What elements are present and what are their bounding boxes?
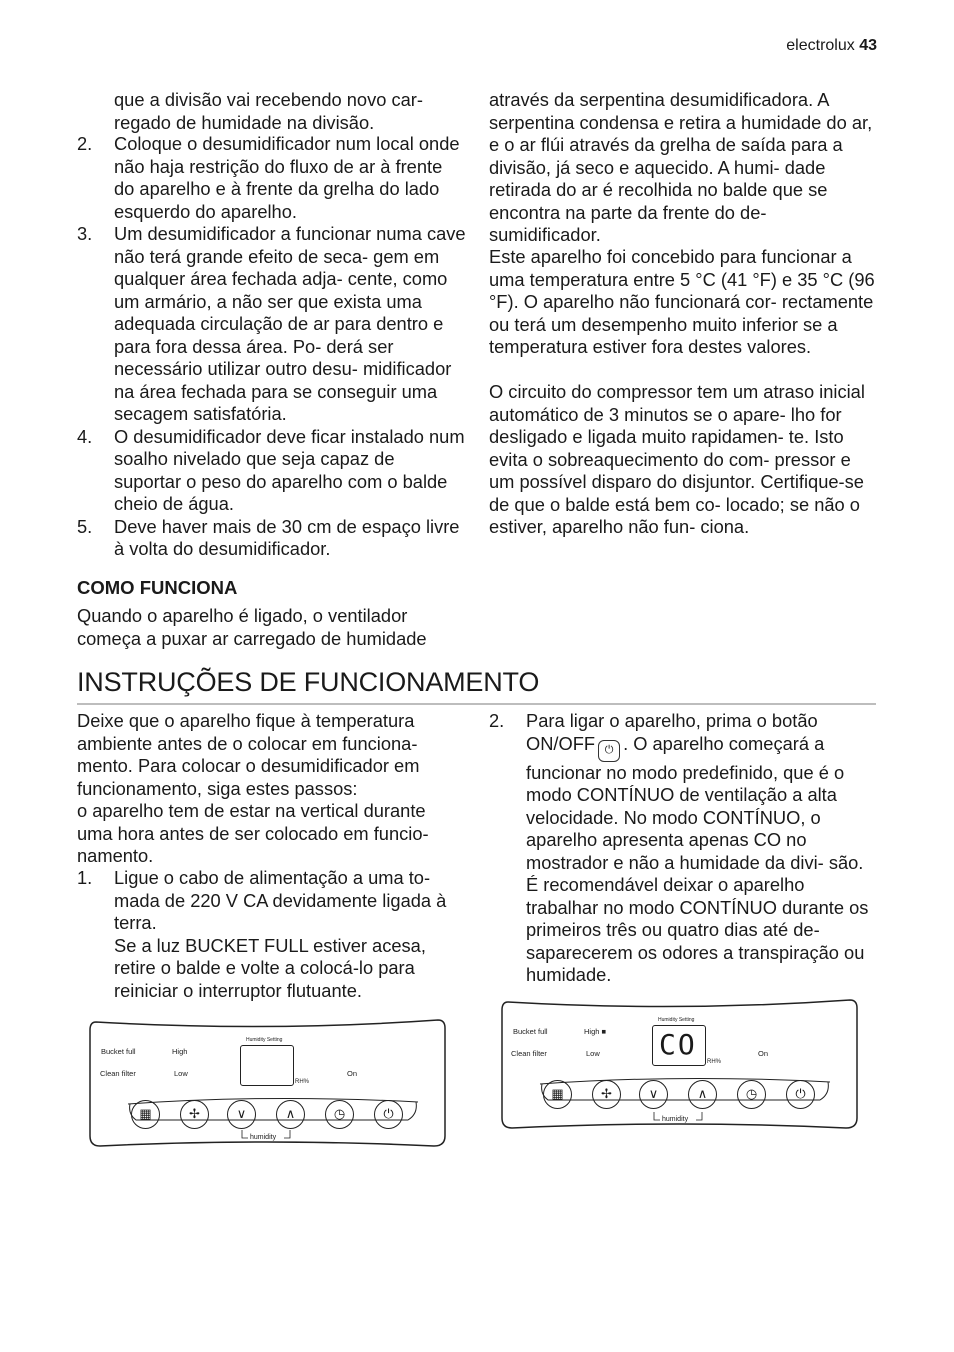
como-funciona-text: Quando o aparelho é ligado, o ventilador começa a puxar ar carregado de humidade	[77, 605, 427, 649]
step-2-text-a: Para ligar o aparelho, prima o botão ON/OFF	[526, 710, 818, 754]
display-readout: CO	[659, 1028, 697, 1061]
bucket-full-label: Bucket full	[101, 1047, 136, 1056]
clean-filter-label: Clean filter	[511, 1049, 547, 1058]
page-header	[786, 37, 877, 55]
step-1-note: Se a luz BUCKET FULL estiver acesa, retire o balde e volte a colocá-lo para reiniciar o interruptor flutuante.	[114, 934, 426, 1001]
step-number: 2.	[489, 710, 505, 731]
fan-button[interactable]: ✢	[592, 1080, 621, 1109]
display-screen	[652, 1025, 706, 1066]
low-label: Low	[174, 1069, 188, 1078]
list-item	[77, 426, 466, 516]
high-label: High	[172, 1047, 188, 1056]
humidity-setting-label: Humidity Setting	[246, 1037, 283, 1043]
paragraph: através da serpentina desumidificadora. A serpentina condensa e retira a humidade do ar, e o ar flúi através da grelha de saída para a divisão, já seco e aquecido. A humi- dade retirada do ar é recolhida no balde que se encontra na parte da frente do de- sumidificador.	[489, 89, 873, 245]
item-number: 3.	[77, 223, 93, 244]
item-text: Deve haver mais de 30 cm de espaço livre à volta do desumidificador.	[114, 515, 460, 559]
humidity-up-button[interactable]: ∧	[276, 1100, 305, 1129]
indicator-icon: ■	[601, 1027, 607, 1036]
bucket-full-label: Bucket full	[513, 1027, 548, 1036]
item-text: Um desumidificador a funcionar numa cave não terá grande efeito de seca- gem em qualquer área fechada adja- cente, como um armário, a não ser que exista uma adequada circulação de ar para dentro e para fora dessa área. Po- derá ser necessário utilizar outro desu- midificador na área fechada para se conseguir uma secagem satisfatória.	[114, 223, 466, 424]
item-text: Coloque o desumidificador num local onde não haja restrição do fluxo de ar à frente do aparelho e à frente da grelha do lado esquerdo do aparelho.	[114, 133, 460, 222]
list-item	[77, 516, 466, 561]
humidity-up-button[interactable]: ∧	[688, 1080, 717, 1109]
humidity-down-button[interactable]: ∨	[227, 1100, 256, 1129]
low-label: Low	[586, 1049, 600, 1058]
rh-label: RH%	[707, 1059, 722, 1065]
filter-button[interactable]: ▦	[543, 1080, 572, 1109]
humidity-setting-label: Humidity Setting	[658, 1017, 695, 1023]
on-label: On	[758, 1049, 769, 1058]
item-number: 2.	[77, 133, 93, 154]
rh-label: RH%	[295, 1079, 310, 1085]
step-2	[489, 710, 879, 987]
on-label: On	[347, 1069, 358, 1078]
clean-filter-label: Clean filter	[100, 1069, 136, 1078]
step-number: 1.	[77, 867, 93, 888]
paragraph: O circuito do compressor tem um atraso inicial automático de 3 minutos se o apare- lho for desligado e ligada muito rapidamen- te. Isto evita o sobreaquecimento do com- pressor e um possível disparo do disjuntor. Certifique-se de que o balde está bem co- locado; se não o estiver, aparelho não fun- ciona.	[489, 381, 865, 537]
item-text: O desumidificador deve ficar instalado num soalho nivelado que seja capaz de suportar o peso do aparelho com o balde cheio de água.	[114, 425, 465, 514]
step-1-text: Ligue o cabo de alimentação a uma to- mada de 220 V CA devidamente ligada à terra.	[114, 867, 447, 933]
item-number: 4.	[77, 425, 93, 447]
humidity-label: humidity	[250, 1134, 277, 1141]
installation-list	[77, 133, 466, 561]
display-screen	[240, 1045, 294, 1086]
paragraph: Este aparelho foi concebido para funcionar a uma temperatura entre 5 °C (41 °F) e 35 °C (96 °F). O aparelho não funcionará cor- rectamente ou terá um desempenho muito inferior se a temperatura estiver fora destes valores.	[489, 246, 875, 357]
power-button[interactable]: ⏻	[374, 1100, 403, 1129]
section-title: INSTRUÇÕES DE FUNCIONAMENTO	[77, 667, 540, 697]
control-panel-illustration-co	[500, 998, 858, 1132]
page-number: 43	[859, 37, 877, 54]
control-panel-illustration	[88, 1018, 446, 1150]
step-1	[77, 867, 466, 1002]
note-text: o aparelho tem de estar na vertical durante uma hora antes de ser colocado em funcio- namento.	[77, 800, 429, 866]
humidity-label: humidity	[662, 1116, 689, 1123]
power-button[interactable]: ⏻	[786, 1080, 815, 1109]
list-item	[77, 133, 466, 223]
humidity-down-button[interactable]: ∨	[639, 1080, 668, 1109]
section-heading-como-funciona: COMO FUNCIONA	[77, 577, 238, 598]
fan-button[interactable]: ✢	[180, 1100, 209, 1129]
list-item	[77, 223, 466, 426]
intro-text: Deixe que o aparelho fique à temperatura ambiente antes de o colocar em funciona- mento. Para colocar o desumidificador em funcionamento, siga estes passos:	[77, 710, 420, 799]
step-2-text-b: . O aparelho começará a funcionar no modo predefinido, que é o modo CONTÍNUO de ventilação a alta velocidade. No modo CONTÍNUO, o aparelho apresenta apenas CO no mostrador e não a humidade da divi- são. É recomendável deixar o aparelho trabalhar no modo CONTÍNUO durante os primeiros três ou quatro dias até de- saparecerem os odores a transpiração ou humidade.	[526, 732, 869, 985]
high-label: High ■	[584, 1027, 607, 1036]
timer-button[interactable]: ◷	[325, 1100, 354, 1129]
filter-button[interactable]: ▦	[131, 1100, 160, 1129]
brand-name: electrolux	[786, 37, 855, 54]
timer-button[interactable]: ◷	[737, 1080, 766, 1109]
power-icon: ⏻	[598, 740, 620, 762]
item-number: 5.	[77, 515, 93, 537]
section-divider	[77, 703, 876, 705]
list-continuation: que a divisão vai recebendo novo car- regado de humidade na divisão.	[114, 89, 423, 133]
